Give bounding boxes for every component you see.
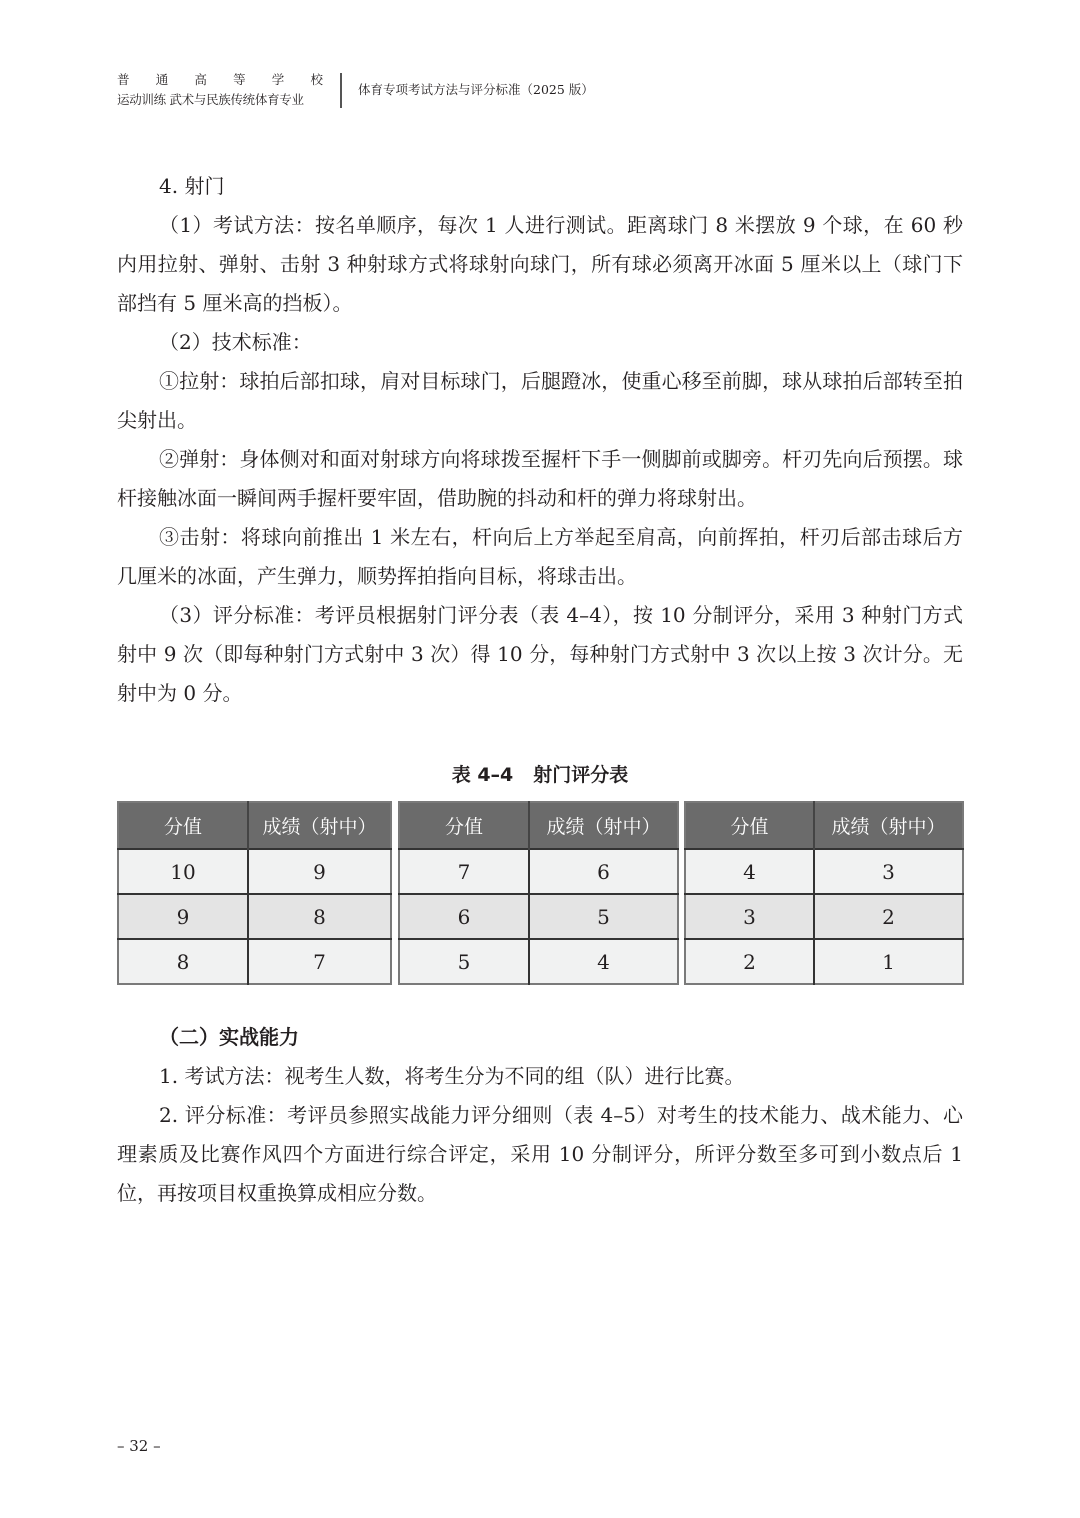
table-row: [399, 849, 678, 894]
cell-result: 1: [814, 939, 963, 984]
school-char: 通: [155, 72, 169, 87]
test-method-paragraph: 1. 考试方法：视考生人数，将考生分为不同的组（队）进行比赛。: [159, 1064, 745, 1088]
school-char: 普: [117, 72, 130, 87]
header-result: 成绩（射中）: [814, 802, 963, 849]
table-header-row: [118, 802, 391, 849]
cell-result: 8: [248, 894, 391, 939]
school-char: 等: [233, 72, 246, 87]
section-combat: [117, 1018, 963, 1213]
cell-score: 5: [399, 939, 529, 984]
section-shooting: [117, 167, 963, 713]
running-header-left: [117, 70, 323, 110]
cell-result: 7: [248, 939, 391, 984]
school-type: [117, 70, 323, 90]
table-caption-id: 表 4–4: [451, 764, 514, 786]
test-method-paragraph: （1）考试方法：按名单顺序，每次 1 人进行测试。距离球门 8 米摆放 9 个球，在 60 秒内用拉射、弹射、击射 3 种射球方式将球射向球门，所有球必须离开冰面 5 厘米以上（球门下部挡有 5 厘米高的挡板）。: [117, 213, 963, 315]
cell-result: 6: [529, 849, 678, 894]
school-char: 校: [310, 72, 323, 87]
tech-item-snap-shot: ②弹射：身体侧对和面对射球方向将球拨至握杆下手一侧脚前或脚旁。杆刃先向后预摆。球杆接触冰面一瞬间两手握杆要牢固，借助腕的抖动和杆的弹力将球射出。: [117, 447, 963, 510]
table-header-row: [399, 802, 678, 849]
cell-score: 10: [118, 849, 248, 894]
header-score: 分值: [118, 802, 248, 849]
header-score: 分值: [399, 802, 529, 849]
school-char: 学: [271, 72, 285, 87]
table-header-row: [685, 802, 963, 849]
tech-standard-heading: （2）技术标准：: [159, 330, 312, 354]
table-row: [118, 849, 391, 894]
section-heading: （二）实战能力: [159, 1025, 299, 1049]
score-table-block-1: [117, 801, 392, 985]
tech-item-slap-shot: ③击射：将球向前推出 1 米左右，杆向后上方举起至肩高，向前挥拍，杆刃后部击球后方几厘米的冰面，产生弹力，顺势挥拍指向目标，将球击出。: [117, 525, 963, 588]
cell-score: 7: [399, 849, 529, 894]
score-table-block-2: [398, 801, 679, 985]
header-result: 成绩（射中）: [529, 802, 678, 849]
scoring-standard-paragraph: 2. 评分标准：考评员参照实战能力评分细则（表 4–5）对考生的技术能力、战术能力、心理素质及比赛作风四个方面进行综合评定，采用 10 分制评分，所评分数至多可到小数点后 1 位，再按项目权重换算成相应分数。: [117, 1103, 963, 1205]
table-row: [685, 894, 963, 939]
header-score: 分值: [685, 802, 814, 849]
cell-score: 2: [685, 939, 814, 984]
tech-item-wrist-shot: ①拉射：球拍后部扣球，肩对目标球门，后腿蹬冰，使重心移至前脚，球从球拍后部转至拍尖射出。: [117, 369, 963, 432]
header-result: 成绩（射中）: [248, 802, 391, 849]
scoring-standard-paragraph: （3）评分标准：考评员根据射门评分表（表 4–4），按 10 分制评分，采用 3 种射门方式射中 9 次（即每种射门方式射中 3 次）得 10 分，每种射门方式射中 3 次以上按 3 次计分。无射中为 0 分。: [117, 603, 963, 705]
table-row: [399, 894, 678, 939]
table-row: [399, 939, 678, 984]
school-char: 高: [194, 72, 207, 87]
cell-score: 3: [685, 894, 814, 939]
table-caption-title: 射门评分表: [533, 764, 629, 786]
section-heading: 4. 射门: [159, 174, 225, 198]
cell-result: 5: [529, 894, 678, 939]
table-row: [118, 939, 391, 984]
cell-result: 9: [248, 849, 391, 894]
table-row: [685, 849, 963, 894]
page-number: – 32 –: [117, 1437, 161, 1455]
cell-score: 6: [399, 894, 529, 939]
table-row: [685, 939, 963, 984]
cell-score: 8: [118, 939, 248, 984]
book-title: 体育专项考试方法与评分标准（2025 版）: [358, 82, 594, 97]
cell-result: 3: [814, 849, 963, 894]
header-divider: [340, 73, 342, 108]
major-subtitle: 运动训练 武术与民族传统体育专业: [117, 92, 304, 107]
table-caption: [0, 760, 1080, 787]
cell-result: 2: [814, 894, 963, 939]
cell-score: 9: [118, 894, 248, 939]
table-row: [118, 894, 391, 939]
score-table-block-3: [684, 801, 964, 985]
cell-score: 4: [685, 849, 814, 894]
cell-result: 4: [529, 939, 678, 984]
